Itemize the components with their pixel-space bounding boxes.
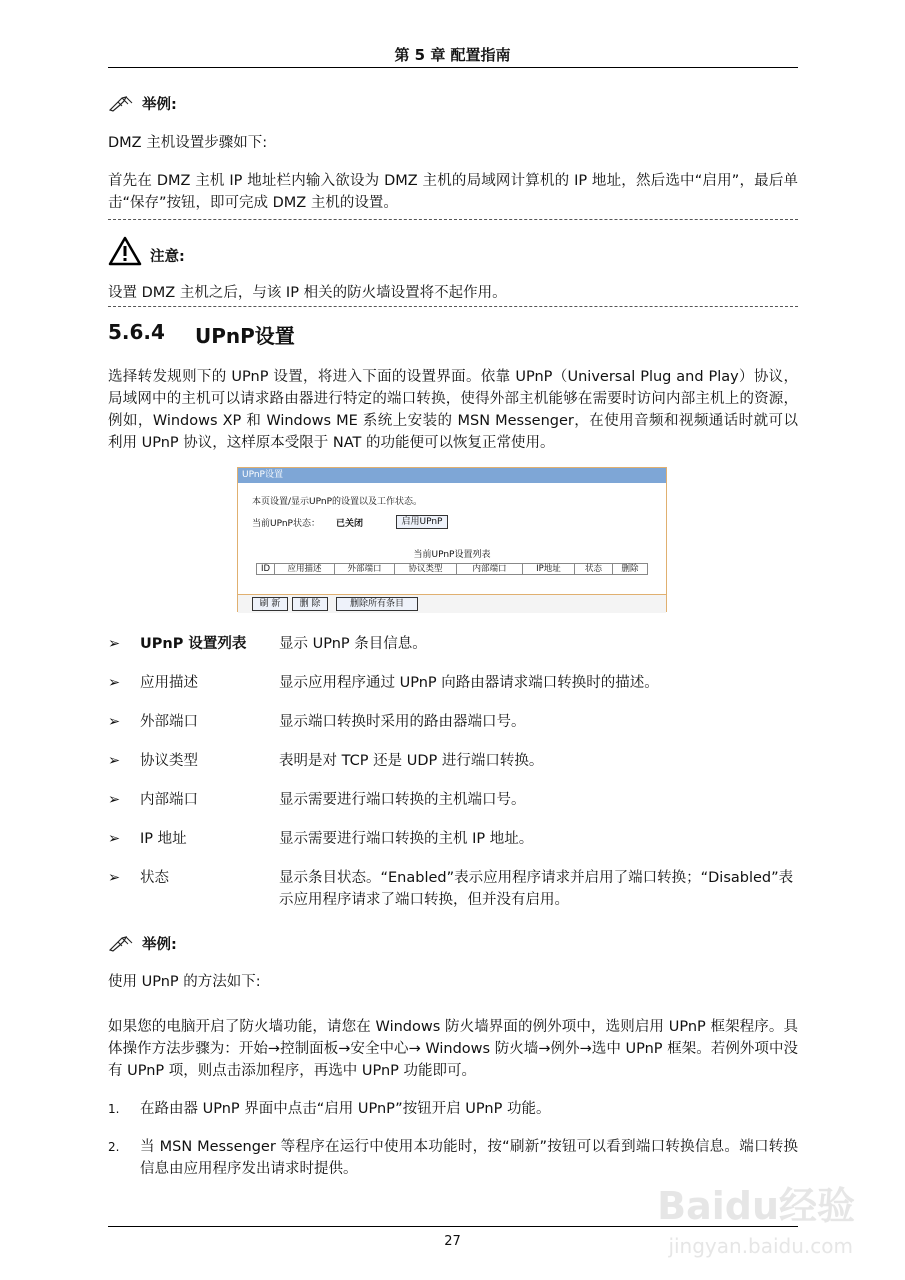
section-title: UPnP设置 [195,324,295,348]
upnp-list-title: 当前UPnP设置列表 [413,550,491,560]
bullet-term: 状态 [140,870,169,886]
section-number: 5.6.4 [108,320,165,344]
bullet-term: 应用描述 [140,675,198,691]
enable-upnp-button[interactable]: 启用UPnP [396,515,448,529]
column-header: 内部端口 [457,564,523,574]
example-paragraph-2: 如果您的电脑开启了防火墙功能，请您在 Windows 防火墙界面的例外项中，选则启用 UPnP 框架程序。具体操作方法步骤为：开始→控制面板→安全中心→ Windows 防火墙→例外→选中 UPnP 框架。若例外项中没有 UPnP 项，则点击添加程序，再选中 UPnP 功能即可。 [108,1019,798,1079]
upnp-status-value: 已关闭 [336,519,364,529]
refresh-button[interactable]: 刷 新 [252,597,288,611]
header-rule [108,67,798,68]
dashed-divider-2 [108,306,798,307]
bullet-description: 表明是对 TCP 还是 UDP 进行端口转换。 [279,753,544,769]
column-header: ID [257,564,275,574]
bullet-marker: ➢ [108,675,121,691]
example-label-text: 举例: [142,97,177,113]
bullet-term: 外部端口 [140,714,198,730]
bullet-description: 显示条目状态。“Enabled”表示应用程序请求并启用了端口转换；“Disabled”表示应用程序请求了端口转换，但并没有启用。 [279,870,794,908]
column-header: IP地址 [523,564,575,574]
delete-button[interactable]: 删 除 [292,597,328,611]
example-label-2 [108,933,177,954]
page-header-title: 第 5 章 配置指南 [394,46,511,64]
example-line-2: 使用 UPnP 的方法如下: [108,974,261,990]
delete-all-button[interactable]: 删除所有条目 [336,597,418,611]
column-header: 应用描述 [275,564,335,574]
upnp-panel-button-bar [238,594,666,613]
bullet-description: 显示应用程序通过 UPnP 向路由器请求端口转换时的描述。 [279,675,659,691]
bullet-description: 显示需要进行端口转换的主机 IP 地址。 [279,831,534,847]
example-line-1: DMZ 主机设置步骤如下: [108,135,268,151]
example-label-1 [108,93,177,114]
bullet-marker: ➢ [108,831,121,847]
section-intro: 选择转发规则下的 UPnP 设置，将进入下面的设置界面。依靠 UPnP（Universal Plug and Play）协议，局域网中的主机可以请求路由器进行特定的端口转换，使得外部主机能够在需要时访问内部主机上的资源，例如，Windows XP 和 Windows ME 系统上安装的 MSN Messenger，在使用音频和视频通话时就可以利用 UPnP 协议，这样原本受限于 NAT 的功能便可以恢复正常使用。 [108,369,798,451]
pen-hand-icon [108,935,134,953]
upnp-status-label: 当前UPnP状态： [252,519,320,529]
bullet-term: 内部端口 [140,792,198,808]
bullet-term: IP 地址 [140,831,187,847]
bullet-marker: ➢ [108,753,121,769]
baidu-watermark-url: jingyan.baidu.com [668,1234,853,1258]
step-number: 1. [108,1102,120,1116]
page-number: 27 [444,1234,461,1249]
upnp-panel-description: 本页设置/显示UPnP的设置以及工作状态。 [252,497,423,507]
upnp-list-table-header [256,563,648,575]
example-paragraph-1: 首先在 DMZ 主机 IP 地址栏内输入欲设为 DMZ 主机的局域网计算机的 IP 地址，然后选中“启用”，最后单击“保存”按钮，即可完成 DMZ 主机的设置。 [108,173,798,211]
bullet-marker: ➢ [108,792,121,808]
bullet-description: 显示需要进行端口转换的主机端口号。 [279,792,526,808]
upnp-panel-title: UPnP设置 [238,468,666,483]
bullet-description: 显示端口转换时采用的路由器端口号。 [279,714,526,730]
note-text: 设置 DMZ 主机之后，与该 IP 相关的防火墙设置将不起作用。 [108,285,507,301]
step-number: 2. [108,1140,120,1154]
bullet-term: 协议类型 [140,753,198,769]
example-label-text: 举例: [142,937,177,953]
bullet-marker: ➢ [108,870,121,886]
bullet-description: 显示 UPnP 条目信息。 [279,636,427,652]
note-label [108,235,185,266]
bullet-marker: ➢ [108,636,121,652]
column-header: 删除 [621,564,639,574]
baidu-watermark-logo: Baidu经验 [657,1184,855,1228]
dashed-divider-1 [108,219,798,220]
upnp-settings-panel [237,467,667,612]
column-header: 外部端口 [335,564,395,574]
bullet-term: UPnP 设置列表 [140,636,247,652]
step-text: 在路由器 UPnP 界面中点击“启用 UPnP”按钮开启 UPnP 功能。 [140,1101,551,1117]
column-header: 状态 [575,564,613,574]
pen-hand-icon [108,95,134,113]
note-label-text: 注意: [150,249,185,265]
step-text: 当 MSN Messenger 等程序在运行中使用本功能时，按“刷新”按钮可以看到端口转换信息。端口转换信息由应用程序发出请求时提供。 [140,1139,798,1177]
bullet-marker: ➢ [108,714,121,730]
column-header: 协议类型 [395,564,457,574]
warning-icon [108,236,142,266]
